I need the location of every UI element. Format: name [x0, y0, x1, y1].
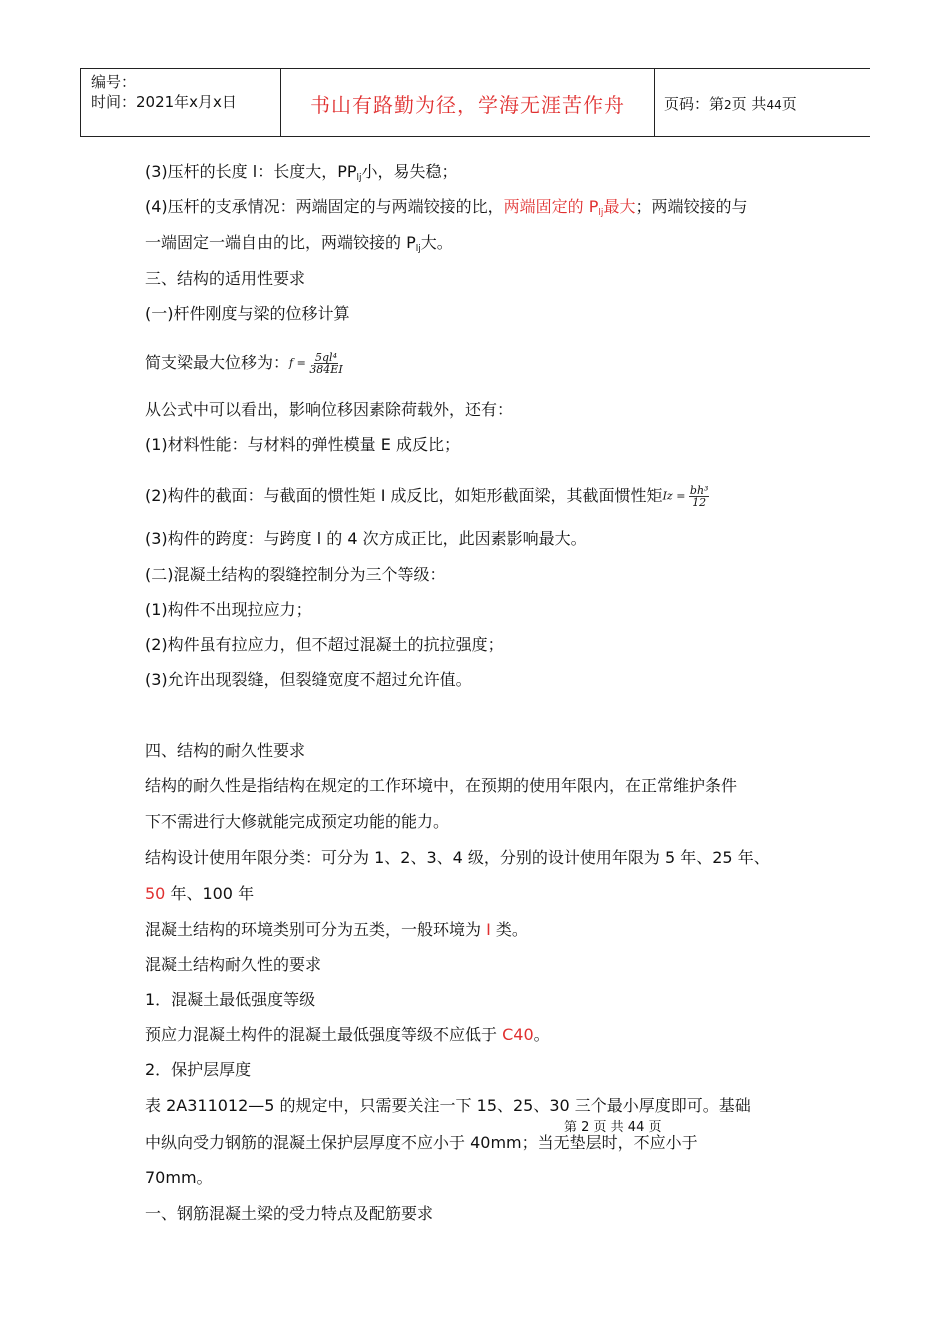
header-page-cell: [654, 69, 870, 136]
footer-page-number: 第 2 页 共 44 页: [564, 1120, 662, 1135]
section-heading-durability: 四、结构的耐久性要求: [145, 741, 306, 760]
serial-number-label: 编号：: [91, 73, 137, 91]
highlight-class-i: I: [486, 920, 491, 939]
motto: 书山有路勤为径，学海无涯苦作舟: [310, 93, 625, 117]
text-line-12: (1)构件不出现拉应力；: [145, 600, 312, 619]
text-line-inertia: (2)构件的截面：与截面的惯性矩 I 成反比，如矩形截面梁，其截面惯性矩Iz = $\frac{\text{bh³}}{12}$: [145, 484, 709, 509]
header-page-number: 页码：第2页 共44页: [664, 95, 797, 113]
highlight-c40: C40: [502, 1025, 534, 1044]
subsection-heading-stiffness: (一)杆件刚度与梁的位移计算: [145, 304, 350, 323]
text-line-max-displacement: 简支梁最大位移为：f = $\frac{\text{5ql⁴}}{384EI}$: [145, 351, 343, 376]
text-line-14: (3)允许出现裂缝，但裂缝宽度不超过允许值。: [145, 670, 472, 689]
text-line-17: 下不需进行大修就能完成预定功能的能力。: [145, 812, 450, 831]
section-heading-serviceability: 三、结构的适用性要求: [145, 269, 306, 288]
text-line-26: 中纵向受力钢筋的混凝土保护层厚度不应小于 40mm；当无垫层时，不应小于: [145, 1133, 698, 1152]
header-motto-cell: [280, 69, 655, 136]
text-line-10: (3)构件的跨度：与跨度 l 的 4 次方成正比，此因素影响最大。: [145, 529, 587, 548]
text-line-7: 从公式中可以看出，影响位移因素除荷载外，还有：: [145, 400, 514, 419]
text-line-3: 一端固定一端自由的比，两端铰接的 $P_{lj}$大。: [145, 233, 453, 254]
section-heading-beams: 一、钢筋混凝土梁的受力特点及配筋要求: [145, 1204, 434, 1223]
text-line-13: (2)构件虽有拉应力，但不超过混凝土的抗拉强度；: [145, 635, 504, 654]
inertia-formula: Iz = $\frac{\text{bh³}}{12}$: [662, 484, 709, 509]
header-meta-cell: [80, 69, 281, 136]
highlight-fixed-ends: 两端固定的 $P_{lj}$最大: [503, 197, 636, 218]
subsection-heading-cracks: (二)混凝土结构的裂缝控制分为三个等级：: [145, 565, 446, 584]
page-header: [80, 68, 870, 137]
date-label: 时间：2021年x月x日: [91, 93, 237, 111]
text-line-19: 50 年、100 年: [145, 884, 255, 903]
text-line-23: 预应力混凝土构件的混凝土最低强度等级不应低于 C40。: [145, 1025, 550, 1044]
text-line-2: (4)压杆的支承情况：两端固定的与两端铰接的比，两端固定的 $P_{lj}$最大；两端铰接的与: [145, 197, 748, 218]
text-line-25: 表 2A311012—5 的规定中，只需要关注一下 15、25、30 三个最小厚度即可。基础: [145, 1096, 751, 1115]
text-line-8: (1)材料性能：与材料的弹性模量 E 成反比；: [145, 435, 460, 454]
text-line-24: 2．保护层厚度: [145, 1060, 252, 1079]
text-line-20: 混凝土结构的环境类别可分为五类，一般环境为 I 类。: [145, 920, 528, 939]
text-line-18: 结构设计使用年限分类：可分为 1、2、3、4 级，分别的设计使用年限为 5 年、25 年、: [145, 848, 770, 867]
text-line-16: 结构的耐久性是指结构在规定的工作环境中，在预期的使用年限内，在正常维护条件: [145, 776, 738, 795]
highlight-50: 50: [145, 884, 166, 903]
text-line-27: 70mm。: [145, 1168, 213, 1187]
text-line-21: 混凝土结构耐久性的要求: [145, 955, 322, 974]
text-line-22: 1．混凝土最低强度等级: [145, 990, 316, 1009]
displacement-formula: f = $\frac{\text{5ql⁴}}{384EI}$: [289, 351, 343, 376]
text-line-1: (3)压杆的长度 l：长度大，$PP_{lj}$小，易失稳；: [145, 162, 458, 183]
